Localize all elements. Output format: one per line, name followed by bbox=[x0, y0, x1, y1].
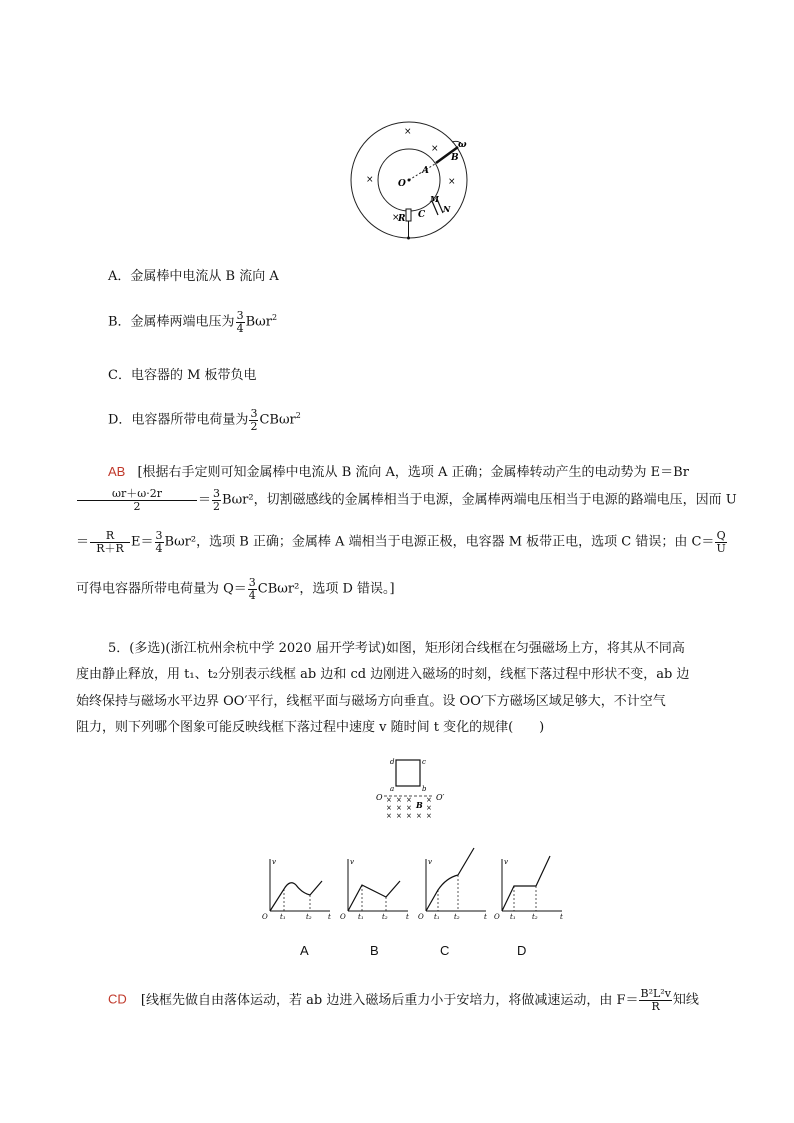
answer-text: [线框先做自由落体运动，若 ab 边进入磁场后重力小于安培力，将做减速运动，由 F＝ bbox=[140, 992, 639, 1008]
field-cross: × bbox=[392, 213, 400, 223]
contact-dot bbox=[407, 237, 410, 240]
emf-fraction-2: $\frac{3}{2}$ bbox=[213, 487, 221, 513]
origin-label: O bbox=[340, 913, 346, 921]
t1-label: t₁ bbox=[510, 913, 516, 921]
frame-field-figure bbox=[370, 752, 460, 824]
field-cross: × bbox=[431, 144, 439, 154]
label-a: A bbox=[422, 166, 429, 176]
charge-fraction: $\frac{3}{4}$ bbox=[248, 576, 256, 602]
axis-v-label: v bbox=[272, 858, 276, 866]
answer-key: CD bbox=[108, 991, 127, 1007]
origin-label: O bbox=[494, 913, 500, 921]
option-b: B．金属棒两端电压为 $\frac{3}{4}$ Bωr$^2$ bbox=[108, 309, 278, 335]
label-a: a bbox=[390, 785, 395, 793]
voltage-fraction: $\frac{R}{R+R}$ bbox=[90, 530, 130, 554]
label-m: M bbox=[430, 194, 439, 204]
vt-graph-b bbox=[340, 855, 412, 921]
axis-t-label: t bbox=[484, 913, 487, 921]
label-o: O bbox=[398, 179, 406, 189]
graph-caption-c: C bbox=[440, 943, 450, 958]
field-cross: × bbox=[366, 175, 374, 185]
label-r: R bbox=[398, 214, 406, 224]
option-b-fraction: $\frac{3}{4}$ bbox=[236, 309, 244, 335]
question-5-line-3: 始终保持与磁场水平边界 OO′平行，线框平面与磁场方向垂直。设 OO′下方磁场区域足够大，不计空气 bbox=[76, 694, 666, 709]
label-c: C bbox=[418, 210, 426, 220]
label-omega: ω bbox=[458, 140, 467, 150]
answer-4-line-3: ＝ $\frac{R}{R+R}$ E＝ $\frac{3}{4}$ Bωr²，选项 B 正确；金属棒 A 端相当于电源正极，电容器 M 板带正电，选项 C 错误；由 C＝ $\frac{Q}{U}$ bbox=[76, 529, 726, 555]
answer-5-line-1: CD [线框先做自由落体运动，若 ab 边进入磁场后重力小于安培力，将做减速运动，由 F＝ $\frac{\text{B²L²v}}{R}$ 知线 bbox=[108, 987, 699, 1013]
question-5-line-1: 5．(多选)(浙江杭州余杭中学 2020 届开学考试)如图，矩形闭合线框在匀强磁场上方，将其从不同高 bbox=[108, 641, 685, 656]
origin-label: O bbox=[262, 913, 268, 921]
center-dot bbox=[408, 179, 411, 182]
label-n: N bbox=[443, 204, 451, 214]
field-cross: × bbox=[406, 804, 412, 812]
label-c: c bbox=[422, 758, 426, 766]
graph-caption-b: B bbox=[370, 943, 379, 958]
field-cross: × bbox=[386, 796, 392, 804]
answer-4-line-2: $\frac{\omega r+\omega\cdot 2r}{2}$ ＝ $\frac{3}{2}$ Bωr²，切割磁感线的金属棒相当于电源，金属棒两端电压相当于电源的路端电压，因而 U bbox=[76, 488, 737, 512]
field-cross: × bbox=[448, 177, 456, 187]
graph-caption-a: A bbox=[300, 943, 309, 958]
question-5-line-2: 度由静止释放，用 t₁、t₂分别表示线框 ab 边和 cd 边刚进入磁场的时刻，线框下落过程中形状不变，ab 边 bbox=[76, 667, 690, 682]
axis-t-label: t bbox=[560, 913, 563, 921]
field-cross: × bbox=[416, 812, 422, 820]
label-b: B bbox=[451, 153, 459, 163]
option-d: D．电容器所带电荷量为 $\frac{3}{2}$ CBωr$^2$ bbox=[108, 407, 301, 433]
vt-graph-c bbox=[418, 842, 490, 921]
square-frame bbox=[396, 760, 420, 786]
t2-label: t₂ bbox=[306, 913, 312, 921]
voltage-fraction-2: $\frac{3}{4}$ bbox=[155, 529, 163, 555]
t1-label: t₁ bbox=[280, 913, 286, 921]
label-d: d bbox=[390, 758, 395, 766]
axis-v-label: v bbox=[504, 858, 508, 866]
option-a: A．金属棒中电流从 B 流向 A bbox=[108, 269, 279, 284]
field-cross: × bbox=[426, 804, 432, 812]
label-field-b: B bbox=[416, 800, 423, 810]
field-cross: × bbox=[406, 796, 412, 804]
answer-text: [根据右手定则可知金属棒中电流从 B 流向 A，选项 A 正确；金属棒转动产生的电动势为 E＝Br bbox=[137, 465, 689, 480]
option-c: C．电容器的 M 板带负电 bbox=[108, 368, 257, 383]
field-cross: × bbox=[426, 796, 432, 804]
field-cross: × bbox=[396, 796, 402, 804]
option-b-text: B．金属棒两端电压为 bbox=[108, 314, 235, 330]
t1-label: t₁ bbox=[358, 913, 364, 921]
t2-label: t₂ bbox=[532, 913, 538, 921]
option-d-text: D．电容器所带电荷量为 bbox=[108, 412, 249, 428]
field-cross: × bbox=[426, 812, 432, 820]
field-cross: × bbox=[396, 804, 402, 812]
origin-label: O bbox=[418, 913, 424, 921]
emf-fraction: $\frac{\omega r+\omega\cdot 2r}{2}$ bbox=[77, 488, 197, 512]
field-cross: × bbox=[406, 812, 412, 820]
label-o-right: O′ bbox=[436, 793, 445, 802]
force-fraction: $\frac{\text{B²L²v}}{R}$ bbox=[640, 987, 671, 1013]
vt-graph-d bbox=[494, 842, 566, 921]
answer-4-line-1 bbox=[108, 461, 689, 480]
answer-4-line-4: 可得电容器所带电荷量为 Q＝ $\frac{3}{4}$ CBωr²，选项 D 错误。] bbox=[76, 576, 395, 602]
resistor bbox=[406, 209, 411, 221]
field-cross: × bbox=[386, 812, 392, 820]
axis-t-label: t bbox=[328, 913, 331, 921]
vt-graph-a bbox=[262, 855, 334, 921]
answer-key: AB bbox=[108, 464, 126, 479]
field-cross: × bbox=[386, 804, 392, 812]
option-d-fraction: $\frac{3}{2}$ bbox=[250, 407, 258, 433]
graph-caption-d: D bbox=[517, 943, 527, 958]
ring-field-figure bbox=[340, 120, 480, 242]
axis-v-label: v bbox=[350, 858, 354, 866]
question-5-line-4: 阻力，则下列哪个图象可能反映线框下落过程中速度 v 随时间 t 变化的规律( ) bbox=[76, 720, 545, 735]
t2-label: t₂ bbox=[382, 913, 388, 921]
label-b: b bbox=[422, 785, 427, 793]
axis-t-label: t bbox=[406, 913, 409, 921]
capacitance-fraction: $\frac{Q}{U}$ bbox=[716, 529, 726, 555]
field-cross: × bbox=[396, 812, 402, 820]
axis-v-label: v bbox=[428, 858, 432, 866]
label-o-left: O bbox=[376, 793, 383, 802]
field-cross: × bbox=[404, 127, 412, 137]
t2-label: t₂ bbox=[454, 913, 460, 921]
t1-label: t₁ bbox=[434, 913, 440, 921]
